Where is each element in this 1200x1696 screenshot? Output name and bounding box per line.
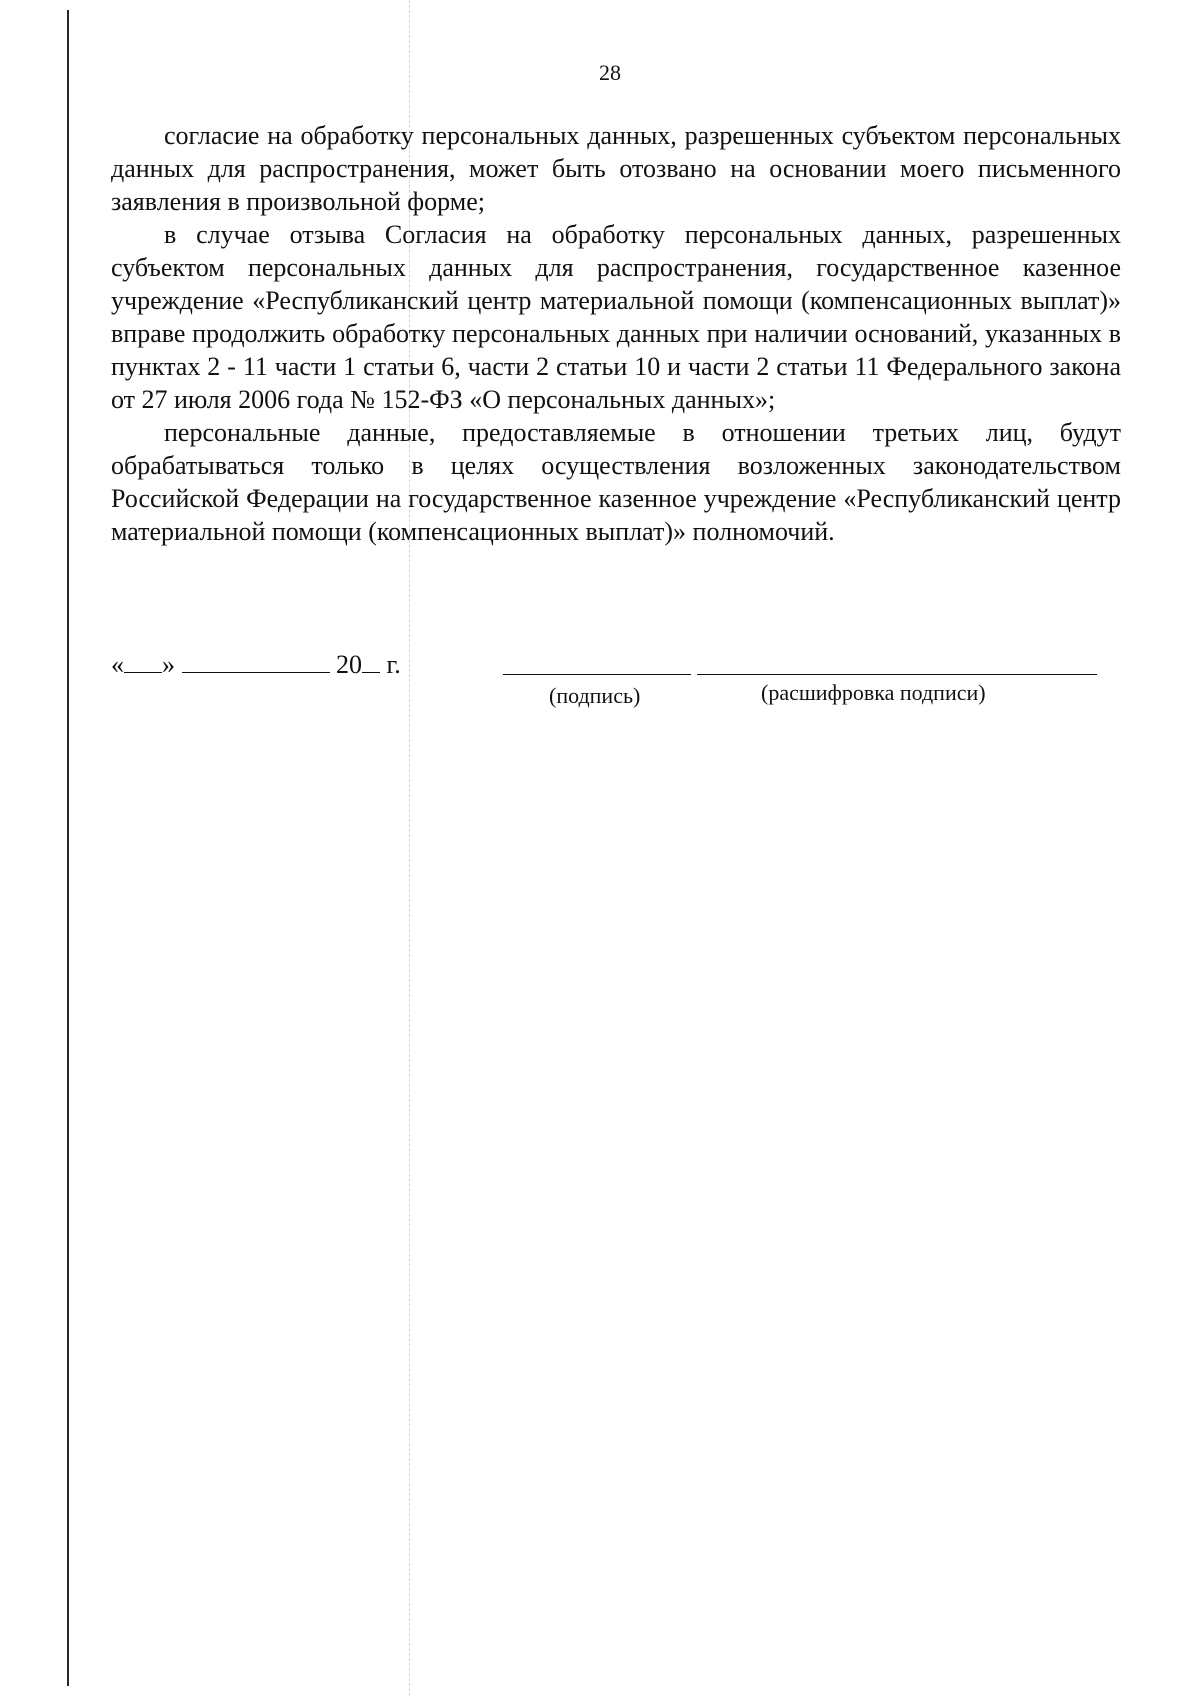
- paragraph-revocation: согласие на обработку персональных данных, разрешенных субъектом персональных данных для распространения, может быть отозвано на основании моего письменного заявления в произвольной форме;: [111, 121, 1121, 216]
- day-blank: [124, 652, 162, 673]
- month-blank: [182, 652, 330, 673]
- scan-edge-line: [67, 10, 69, 1686]
- paragraph-third-parties: персональные данные, предоставляемые в отношении третьих лиц, будут обрабатываться только в целях осуществления возложенных законодательством Российской Федерации на государственное казенное учреждение «Республиканский центр материальной помощи (компенсационных выплат)» полномочий.: [111, 418, 1121, 546]
- date-field: [111, 650, 401, 680]
- signature-caption: (подпись): [549, 683, 641, 708]
- quote-close: »: [162, 650, 175, 679]
- document-body: [111, 119, 1121, 548]
- page-number: 28: [599, 60, 621, 85]
- signature-decode-line: [697, 674, 1097, 675]
- year-suffix: г.: [386, 650, 401, 679]
- year-blank: [362, 652, 380, 673]
- signature-block: [111, 650, 1121, 708]
- year-prefix: 20: [336, 650, 362, 679]
- signature-line: [503, 674, 691, 675]
- signature-decode-caption: (расшифровка подписи): [761, 680, 986, 705]
- paragraph-withdrawal-consequences: в случае отзыва Согласия на обработку персональных данных, разрешенных субъектом персональных данных для распространения, государственное казенное учреждение «Республиканский центр материальной помощи (компенсационных выплат)» вправе продолжить обработку персональных данных при наличии оснований, указанных в пунктах 2 - 11 части 1 статьи 6, части 2 статьи 10 и части 2 статьи 11 Федерального закона от 27 июля 2006 года № 152-ФЗ «О персональных данных»;: [111, 220, 1121, 414]
- quote-open: «: [111, 650, 124, 679]
